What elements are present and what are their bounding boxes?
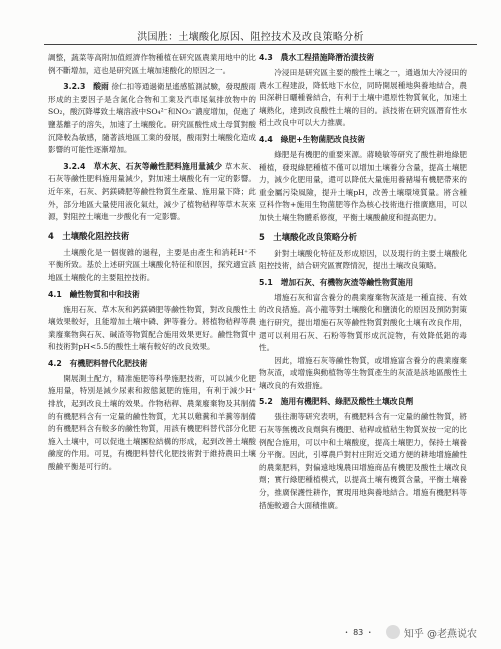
section-5-1-body-2: 因此，增施石灰等鹼性物質，或增施富含養分的農業廢棄物灰渣，或增施與動植物等生物質產生的灰渣是該地區酸性土壤改良的有效措施。 — [259, 355, 467, 390]
section-5-2-body: 張往潮等研究表明，有機肥料含有一定量的鹼性物質，將石灰等無機改良劑與有機肥、秸稈或植秸生物質炭按一定的比例配合施用，可以中和土壤酸度，提高土壤肥力，保持土壤養分平衡。因此，引導農戶對村庄附近交通方便的耕地增施鹼性的農業肥料，對偏遠地塊農田增施商品有機肥及酸性土壤改良劑；實行綠肥種植模式，以提高土壤有機質含量，平衡土壤養分，推廣保護性耕作，實現用地與養地結合。增施有機肥料等措施較適合大面積推廣。 — [259, 412, 467, 510]
left-column — [48, 52, 256, 474]
header-rule — [44, 44, 477, 45]
intro-paragraph: 調整，蔬菜等高附加值經濟作物種植在研究區農業用地中的比例不斷增加，這也是研究區土壤加速酸化的原因之一。 — [48, 53, 256, 75]
section-4-heading: 4 土壤酸化阻控技術 — [48, 230, 130, 241]
section-5-2-heading: 5.2 施用有機肥料、綠肥及酸性土壤改良劑 — [259, 397, 414, 407]
section-3-2-4 — [48, 161, 256, 224]
watermark — [386, 625, 477, 640]
section-4-3-heading: 4.3 農水工程措施降潛治漬技術 — [259, 53, 375, 62]
watermark-text: 知乎 @老燕说农 — [403, 628, 477, 640]
section-heading: 3.2.3 酸雨 — [63, 82, 109, 92]
section-4-4-heading: 4.4 綠肥+生物菌肥改良技術 — [259, 134, 366, 144]
section-body: 草木灰、石灰等鹼性肥料施用量減少，對加速土壤酸化有一定的影響。近年來，石灰、鈣鎂磷肥等鹼性物質生產量、施用量下降；此外，部分地區大量使用液化氣灶，減少了植物秸稈等草木灰來源，對阻控土壤進一步酸化有一定影響。 — [48, 161, 256, 222]
section-5-1-heading: 5.1 增加石灰、有機物灰渣等鹼性物質施用 — [259, 277, 414, 287]
section-4-1-heading: 4.1 鹼性物質和中和技術 — [48, 289, 140, 299]
section-4-body: 土壤酸化是一個復雜的過程，主要是由產生和消耗H⁺不平衡所致。基於上述研究區土壤酸化特征和原因，探究適宜該地區土壤酸化的主要阻控技術。 — [48, 247, 256, 282]
section-5-body: 針對土壤酸化特征及形成原因，以及現行的主要土壤酸化阻控技術，結合研究區實際情況，提出土壤改良策略。 — [259, 248, 467, 271]
running-title: 洪国胜：土壤酸化原因、阻控技术及改良策略分析 — [137, 32, 364, 43]
section-heading: 3.2.4 草木灰、石灰等鹼性肥料施用量減少 — [63, 161, 223, 171]
section-3-2-3 — [48, 81, 256, 157]
section-4-2-heading: 4.2 有機肥料替代化肥技術 — [48, 358, 148, 368]
section-4-1-body: 施用石灰、草木灰和鈣鎂磷肥等鹼性物質，對改良酸性土壤效果較好，且能增加土壤中磷、鉀等養分。將植物秸稈等農業廢棄物與石灰、碱渣等物質配合施用效果更好。鹼性物質中和技術對pH<5.5的酸性土壤有較好的改良效果。 — [48, 304, 256, 352]
right-column — [259, 52, 467, 512]
page-number: ・ 83 ・ — [342, 627, 374, 637]
section-body: 徐仁扣等通過衛星遙感監測試驗，發現酸雨形成的主要因子是含氮化合物和工業及汽車尾氣排放物中的SO₂，酸沉降導致土壤溶液中SO₄²⁻和NO₃⁻濃度增加，促進了鹽基離子的溶失，加速了土壤酸化。研究區酸性成土母質對酸沉降較為敏感，隨著該地區工業的發展，酸雨對土壤酸化造成影響的可能性逐漸增加。 — [48, 82, 256, 155]
section-5-1-body-1: 增施石灰和富含養分的農業廢棄物灰渣是一種直接、有效的改良措施。高小龍等對土壤酸化和鹽漬化的原因及預防對策進行研究，提出增施石灰等鹼性物質對酸化土壤有改良作用，還可以利用石灰、石粉等物質形成沉淀物，有效降低鋁的毒性。 — [259, 292, 467, 353]
section-4-2-body: 開展測土配方，精准施肥等科學施肥技術，可以減少化肥施用量，特別是減少尿素和銨態氮肥的施用，有利于減少H⁺排放，起到改良土壤的效果。作物秸稈、農業廢棄物及其制備的有機肥料含有一定量的鹼性物質，尤其以雞糞和羊糞等制備的有機肥料含有較多的鹼性物質，用該有機肥料替代部分化肥施入土壤中，可以促進土壤團粒結構的形成，起到改善土壤酸鹼度的作用。可見，有機肥料替代化肥技術對于維持農田土壤酸鹼平衡是可行的。 — [48, 373, 256, 472]
watermark-logo-icon — [386, 625, 400, 639]
page-footer — [0, 621, 501, 643]
section-4-4-body: 綠肥是有機肥的重要來源。蔣曉敏等研究了酸性耕地綠肥種植，發現綠肥種植不僅可以增加土壤養分含量，提高土壤肥力，減少化肥用量，還可以降低大量施用養豬場有機肥帶來的重金屬污染風險，提升土壤pH，改善土壤環境質量。將含種豆科作物+施用生物菌肥等作為核心技術進行推廣應用，可以加快土壤生物體系修復，平衡土壤酸鹼度和提高肥力。 — [259, 149, 467, 222]
section-5-heading: 5 土壤酸化改良策略分析 — [259, 231, 357, 242]
section-4-3-body: 冷浸田是研究區主要的酸性土壤之一，通過加大冷浸田的農水工程建設，降低地下水位，同時開展種地與養地結合，農田深耕日曬種養結合，有利于土壤中還原性物質氧化，加速土壤熟化，達到改良酸性土壤的目的。該技術在研究區潛育性水稻土改良中可以大力推廣。 — [259, 68, 467, 128]
